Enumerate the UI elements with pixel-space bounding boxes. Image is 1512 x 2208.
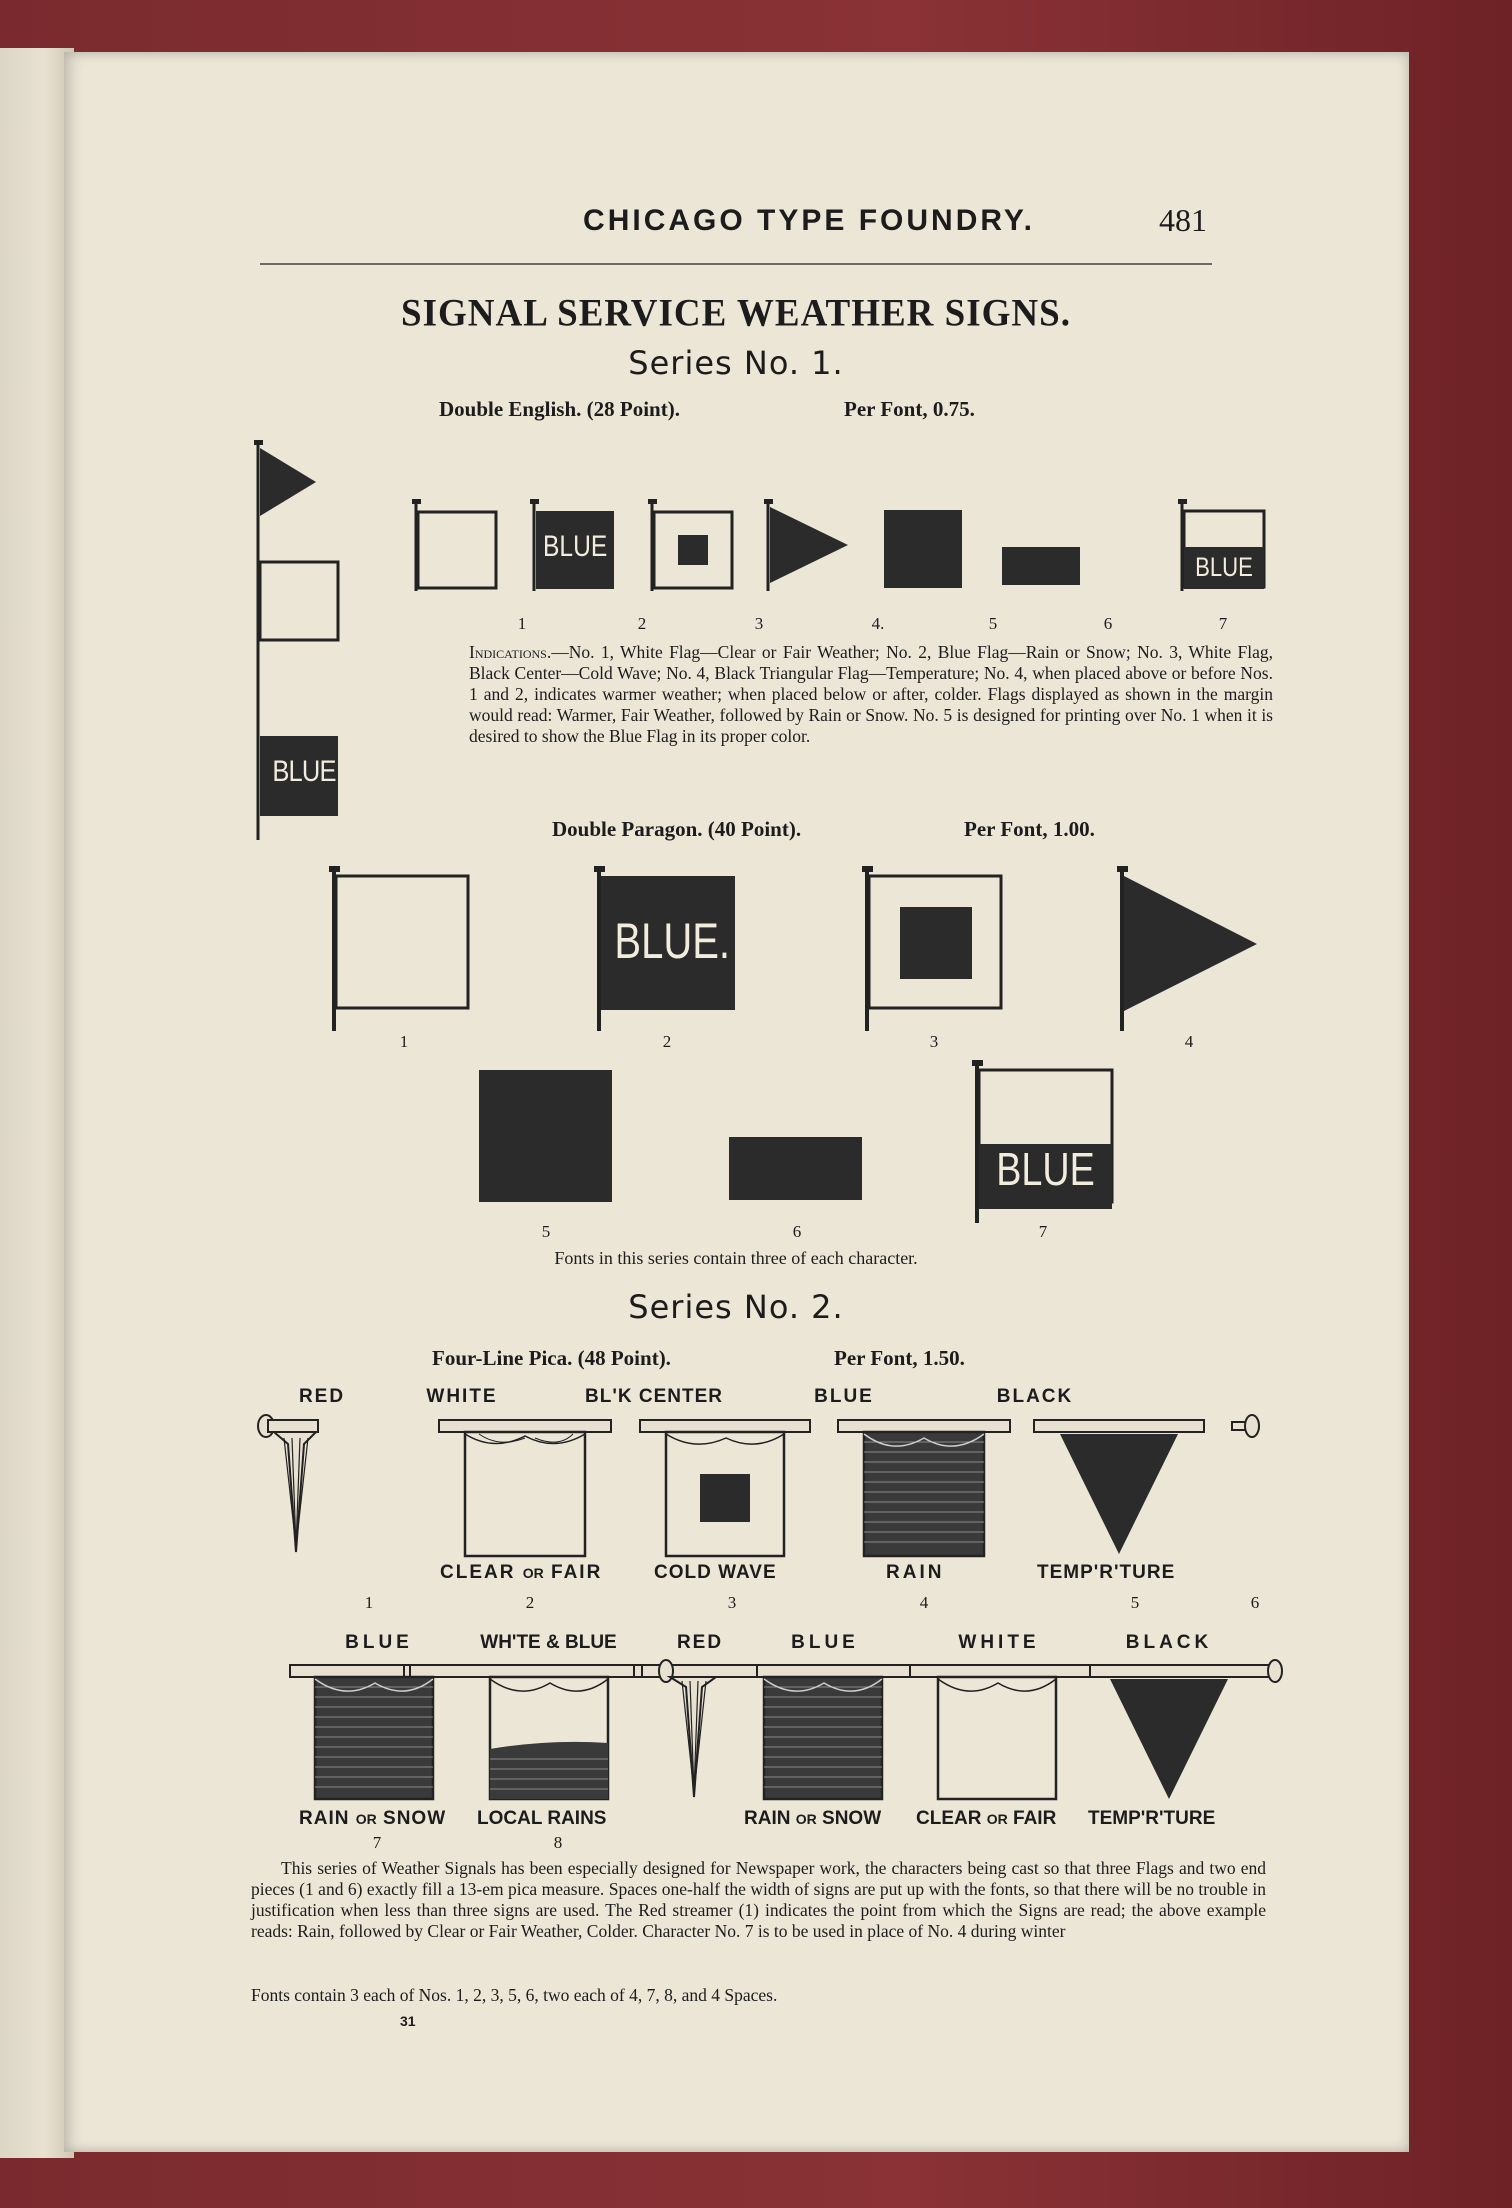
s2-row2-bottom-label: LOCAL RAINS [477,1808,607,1829]
de-flag-4-triangle [764,499,848,591]
s2-row2-knob [1268,1660,1282,1682]
s2-row2-bottom-label: TEMP'R'TURE [1088,1808,1216,1829]
s2-row2-top-label: BLACK [1125,1632,1213,1653]
series2-fonts-contain: Fonts contain 3 each of Nos. 1, 2, 3, 5, 6, two each of 4, 7, 8, and 4 Spaces. [251,1985,778,2005]
de-flag-2-label: BLUE [543,530,608,563]
de-flag-3-black-center [648,499,732,591]
s2-row1-number: 5 [1130,1593,1140,1612]
dp-flag-6-bar [729,1137,862,1200]
black-triangle-flag [260,448,316,516]
s2-row2-flag-white-and-blue [490,1677,608,1799]
facing-page-edge [0,48,74,2158]
s2-row2-top-label: WHITE [958,1632,1040,1653]
s2-row1-top-label: BLACK [996,1386,1074,1407]
double-paragon-spec: Double Paragon. (40 Point). [552,817,802,841]
s2-row1-number: 3 [727,1593,737,1612]
white-flag [260,562,338,640]
s2-end-piece-right [1232,1415,1259,1437]
dp-number: 1 [399,1032,409,1051]
s2-row2-top-label: BLUE [345,1632,413,1653]
series2-description: This series of Weather Signals has been especially designed for Newspaper work, the characters being cast so that three Flags and two end pieces (1 and 6) exactly fill a 13-em pica measure. Spaces one-half the width of signs are put up with the fonts, so that there will be no trouble in justification when less than three signs are used. The Red streamer (1) indicates the point from which the Signs are read; the above example reads: Rain, followed by Clear or Fair Weather, Colder. Character No. 7 is to be used in place of No. 4 during winter [251,1858,1266,1941]
double-paragon-price: Per Font, 1.00. [964,817,1095,841]
s2-end-piece-left [258,1415,318,1552]
s2-row2-top-label: RED [676,1632,724,1653]
running-head: CHICAGO TYPE FOUNDRY. [583,204,1035,237]
double-paragon-flags-row1 [329,866,1269,1036]
de-number: 7 [1218,614,1228,633]
s2-row2-number: 8 [553,1833,563,1852]
s2-row1-bottom-label: RAIN [886,1562,945,1583]
header-rule [260,263,1212,265]
s2-flag-black-center [640,1420,810,1556]
s2-row2-flag-white [938,1677,1056,1799]
s2-row1-bottom-label: COLD WAVE [654,1562,777,1583]
de-number: 3 [754,614,764,633]
s2-row1-top-label: BL'K CENTER [585,1386,723,1407]
catalog-page [64,52,1409,2152]
s2-row2-flag-blue-2 [764,1677,882,1799]
s2-row2-bottom-label: CLEAR OR FAIR [916,1808,1057,1829]
de-flag-1-white [412,499,496,591]
indications-paragraph [469,642,1273,747]
dp-flag-7-label: BLUE [996,1143,1095,1195]
de-number: 5 [988,614,998,633]
double-english-spec: Double English. (28 Point). [439,397,680,421]
s2-flag-white [439,1420,611,1556]
dp-number: 7 [1038,1222,1048,1241]
s2-row2-top-label: BLUE [791,1632,859,1653]
s2-row1-top-label: WHITE [426,1386,498,1407]
s2-row2-flag-black-triangle [1110,1679,1228,1799]
signature-mark: 31 [400,2013,416,2029]
four-line-pica-spec: Four-Line Pica. (48 Point). [432,1346,671,1370]
s2-row2-bottom-label: RAIN OR SNOW [744,1808,882,1829]
de-number: 4. [871,614,885,633]
series1-heading: Series No. 1. [628,344,844,382]
de-flag-7-label: BLUE [1195,552,1253,582]
s2-row2-pole [290,1665,1280,1677]
s2-row1-number: 6 [1250,1593,1260,1612]
indications-lead: Indications. [469,642,552,662]
de-flag-6-bar [1002,547,1080,585]
s2-row2-bottom-label: RAIN OR SNOW [299,1808,447,1829]
s2-row1-bottom-label: TEMP'R'TURE [1037,1562,1176,1583]
page-title: SIGNAL SERVICE WEATHER SIGNS. [401,291,1071,336]
s2-row1-bottom-label: CLEAR OR FAIR [440,1562,603,1583]
series2-row1-flags [254,1412,1264,1562]
page-number: 481 [1159,202,1207,238]
dp-flag-5-square [479,1070,612,1202]
s2-row2-flag-blue [315,1677,433,1799]
s2-row1-number: 4 [919,1593,929,1612]
indications-text: —No. 1, White Flag—Clear or Fair Weather; No. 2, Blue Flag—Rain or Snow; No. 3, White Flag, Black Center—Cold Wave; No. 4, Black Triangular Flag—Temperature; No. 4, when placed above or before Nos. 1 and 2, indicates warmer weather; when placed below or after, colder. Flags displayed as shown in the margin would read: Warmer, Fair Weather, followed by Rain or Snow. No. 5 is designed for printing over No. 1 when it is desired to show the Blue Flag in its proper color. [469,642,1273,746]
dp-flag-4-triangle [1117,866,1257,1031]
dp-number: 3 [929,1032,939,1051]
s2-flag-blue [838,1420,1010,1556]
series2-row2-flags [290,1657,1290,1807]
dp-number: 4 [1184,1032,1194,1051]
s2-row2-top-label: WH'TE & BLUE [480,1632,617,1653]
s2-row1-top-label: BLUE [814,1386,874,1407]
s2-row1-number: 2 [525,1593,535,1612]
de-number: 6 [1103,614,1113,633]
dp-flag-2-label: BLUE. [614,913,731,969]
dp-number: 2 [662,1032,672,1051]
dp-flag-1-white [329,866,468,1031]
s2-row1-top-label: RED [298,1386,346,1407]
double-english-flags [412,499,1272,599]
series1-note: Fonts in this series contain three of each character. [554,1248,918,1268]
dp-flag-3-black-center [862,866,1001,1031]
dp-number: 6 [792,1222,802,1241]
de-flag-5-square [884,510,962,588]
s2-flag-black-triangle [1034,1420,1204,1554]
dp-number: 5 [541,1222,551,1241]
margin-blue-label: BLUE [272,755,336,788]
de-number: 2 [637,614,647,633]
series2-heading: Series No. 2. [628,1288,844,1326]
four-line-pica-price: Per Font, 1.50. [834,1346,965,1370]
s2-row2-red-streamer [659,1660,716,1797]
double-english-price: Per Font, 0.75. [844,397,975,421]
s2-row2-number: 7 [372,1833,382,1852]
de-number: 1 [517,614,527,633]
s2-row1-number: 1 [364,1593,374,1612]
